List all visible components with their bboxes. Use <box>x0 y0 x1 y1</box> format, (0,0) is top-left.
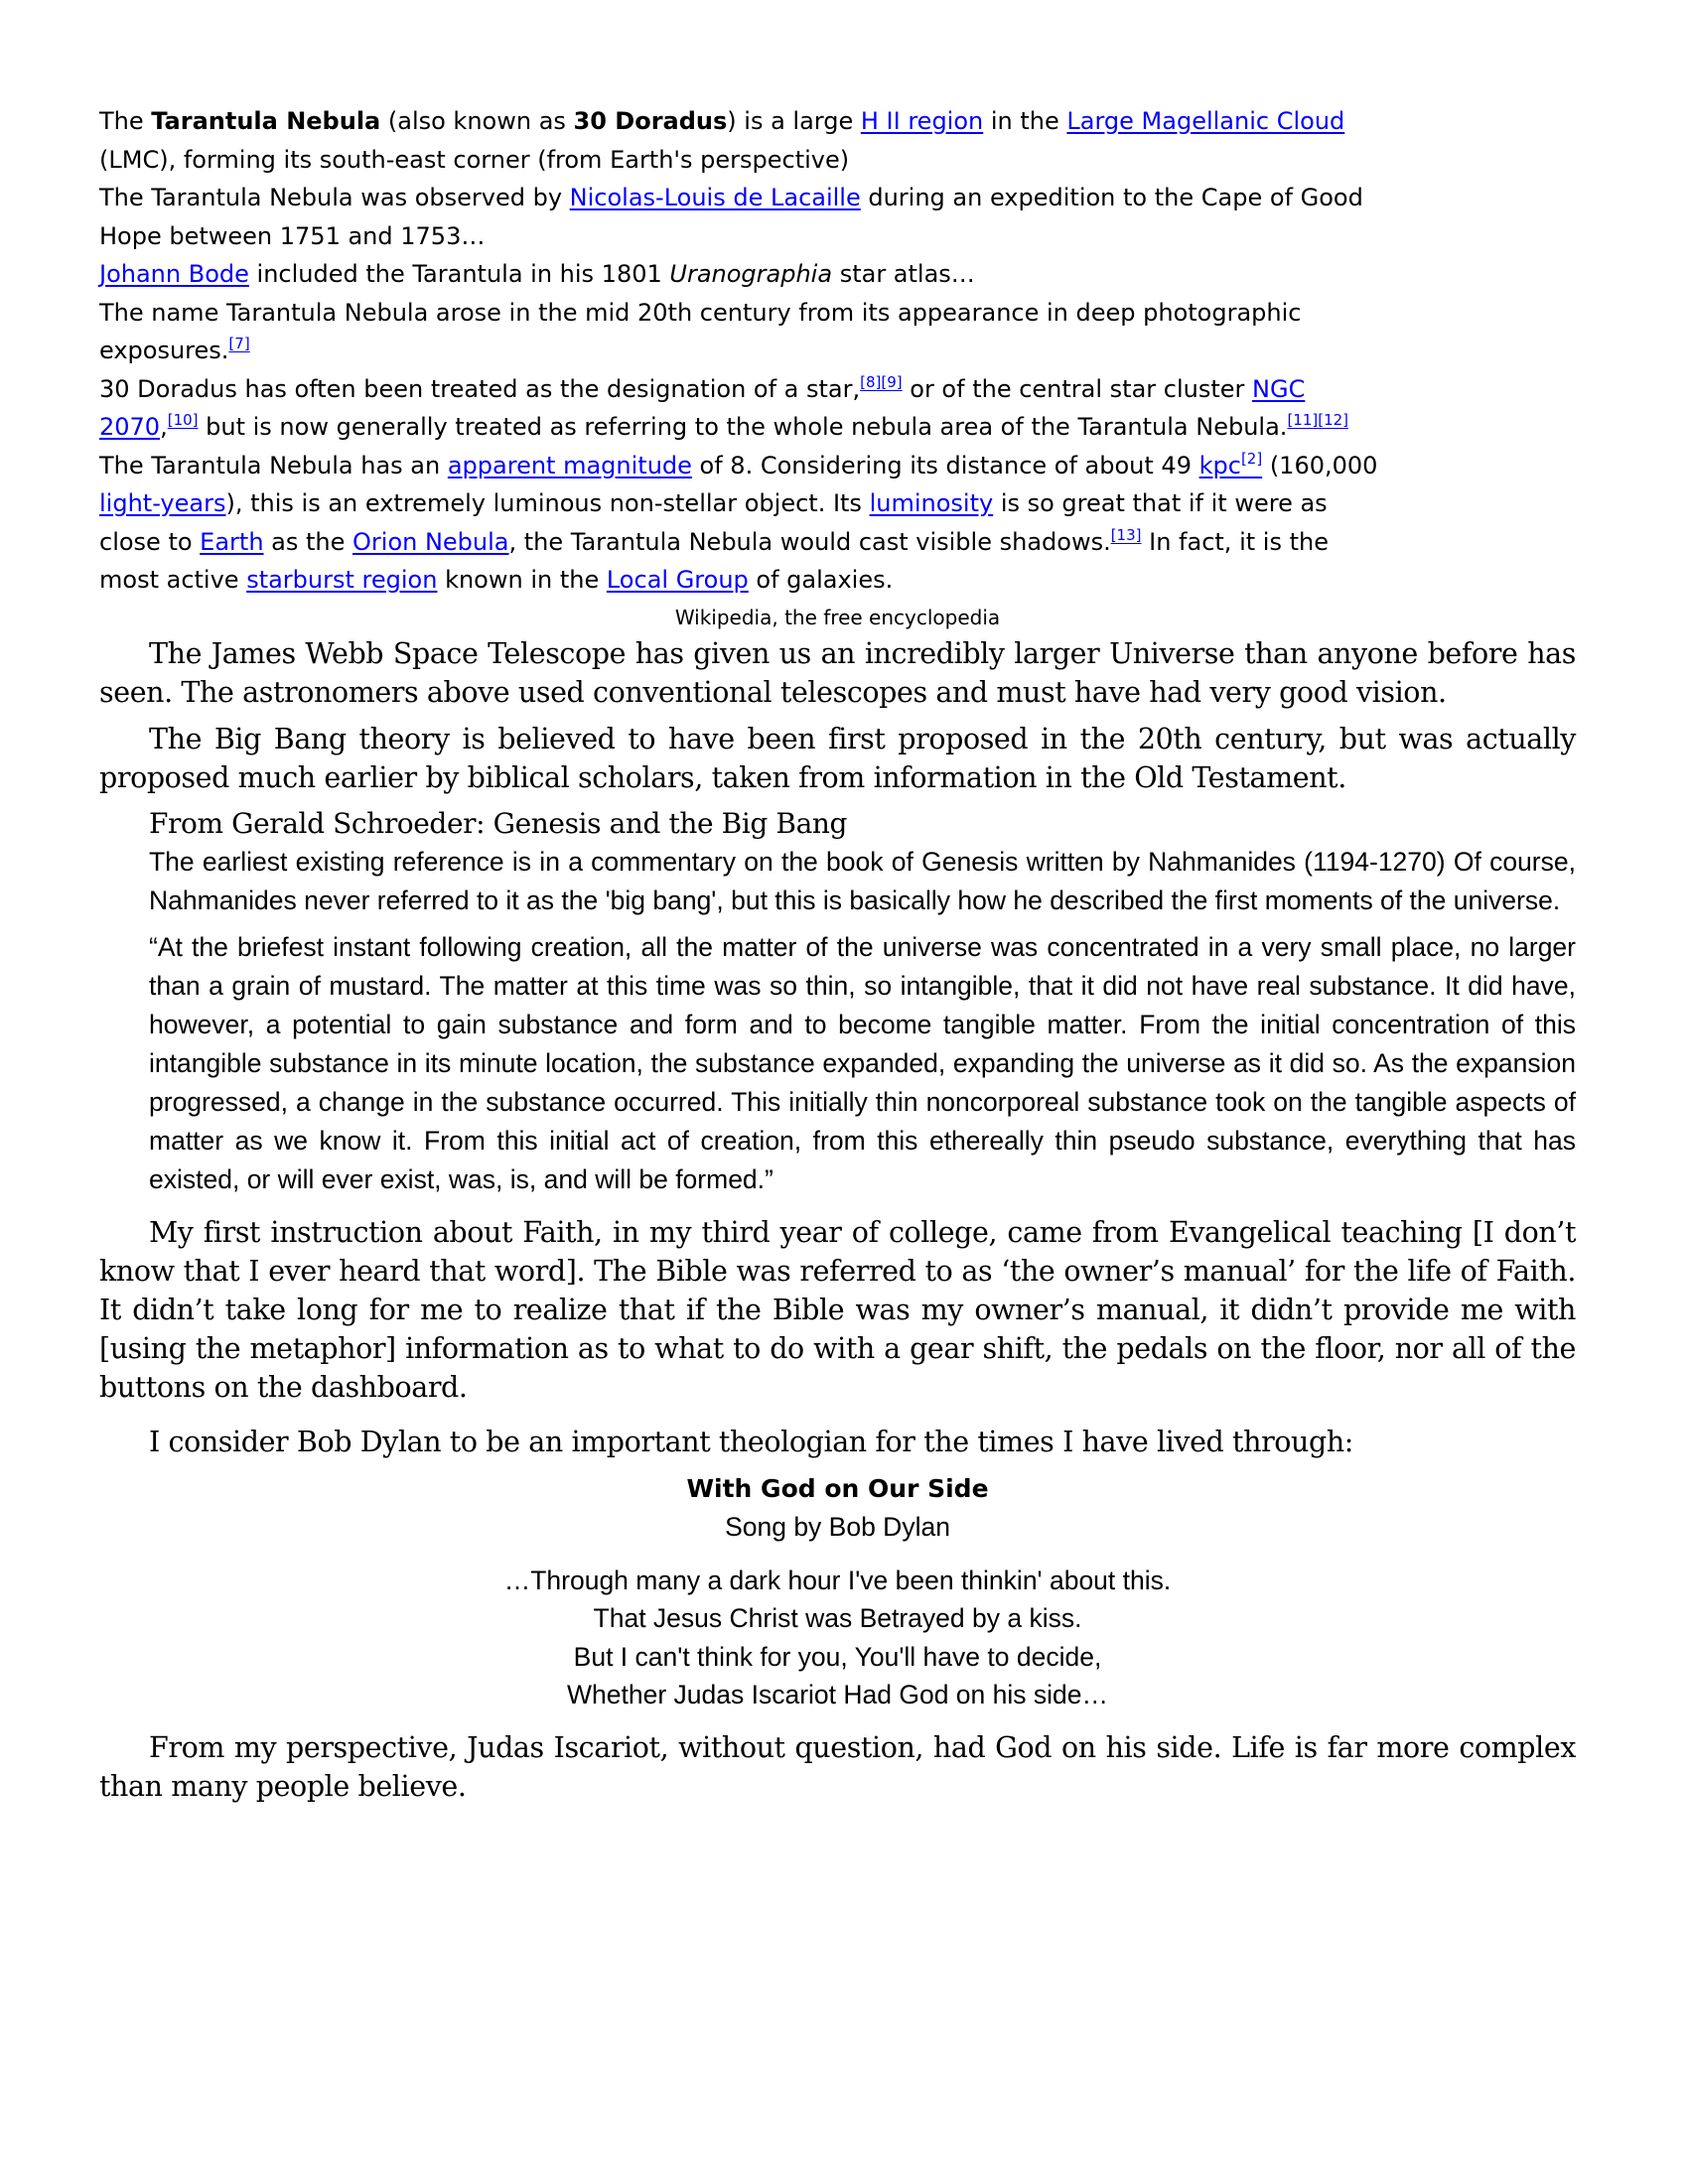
paragraph-dylan-intro: I consider Bob Dylan to be an important theologian for the times I have lived through: <box>149 1425 1354 1458</box>
document-page <box>99 102 1576 1806</box>
link-ngc-2070[interactable]: 2070 <box>99 413 161 441</box>
lyric-line: But I can't think for you, You'll have to decide, <box>573 1641 1102 1672</box>
bold-term: Tarantula Nebula <box>151 107 381 135</box>
citation-link[interactable]: [7] <box>228 335 250 352</box>
quote-intro: The earliest existing reference is in a commentary on the book of Genesis written by Nahmanides (1194-1270) Of course, Nahmanides never referred to it as the 'big bang', but this is basically how he described the first moments of the universe. <box>149 846 1576 915</box>
link-apparent-magnitude[interactable]: apparent magnitude <box>447 451 692 479</box>
link-local-group[interactable]: Local Group <box>606 566 749 594</box>
link-luminosity[interactable]: luminosity <box>869 489 994 517</box>
source-caption: Wikipedia, the free encyclopedia <box>674 605 1001 629</box>
excerpt-line: The Tarantula Nebula has an apparent magnitude of 8. Considering its distance of about 49 kpc[2] (160,000 <box>99 449 1378 479</box>
excerpt-line: Hope between 1751 and 1753… <box>99 221 486 250</box>
link-light-years[interactable]: light-years <box>99 489 226 517</box>
quote-body: “At the briefest instant following creation, all the matter of the universe was concentrated in a very small place, no larger than a grain of mustard. The matter at this time was so thin, so intangible, that it did not have real substance. It did have, however, a potential to gain substance and form and to become tangible matter. From the initial concentration of this intangible substance in its minute location, the substance expanded, expanding the universe as it did so. As the expansion progressed, a change in the substance occurred. This initially thin noncorporeal substance took on the tangible aspects of matter as we know it. From this initial act of creation, from this ethereally thin pseudo substance, everything that has existed, or will ever exist, was, is, and will be formed.” <box>149 931 1576 1194</box>
song-byline: Song by Bob Dylan <box>725 1511 950 1542</box>
link-large-magellanic-cloud[interactable]: Large Magellanic Cloud <box>1066 107 1345 135</box>
link-ngc-2070[interactable]: NGC <box>1252 374 1306 403</box>
excerpt-line: The Tarantula Nebula was observed by Nicolas-Louis de Lacaille during an expedition to the Cape of Good <box>99 184 1363 211</box>
excerpt-line: The name Tarantula Nebula arose in the mid 20th century from its appearance in deep photographic <box>99 298 1302 327</box>
song-lyrics <box>99 1562 1576 1714</box>
excerpt-line: exposures.[7] <box>99 335 250 364</box>
citation-link[interactable]: [10] <box>167 411 199 429</box>
citation-link[interactable]: [2] <box>1240 449 1263 468</box>
excerpt-line: 2070,[10] but is now generally treated as referring to the whole nebula area of the Tarantula Nebula.[11][12] <box>99 411 1349 441</box>
excerpt-line: The Tarantula Nebula (also known as 30 Doradus) is a large H II region in the Large Magellanic Cloud <box>99 107 1345 135</box>
link-earth[interactable]: Earth <box>200 527 264 556</box>
citation-link[interactable]: [11][12] <box>1287 411 1349 429</box>
citation-link[interactable]: [13] <box>1110 525 1142 544</box>
link-orion-nebula[interactable]: Orion Nebula <box>352 527 509 556</box>
wikipedia-excerpt <box>99 102 1576 600</box>
link-starburst-region[interactable]: starburst region <box>246 566 438 594</box>
lyric-line: That Jesus Christ was Betrayed by a kiss. <box>593 1603 1082 1633</box>
paragraph-faith: My first instruction about Faith, in my third year of college, came from Evangelical teaching [I don’t know that I ever heard that word]. The Bible was referred to as ‘the owner’s manual’ for the life of Faith. It didn’t take long for me to realize that if the Bible was my owner’s manual, it didn’t provide me with [using the metaphor] information as to what to do with a gear shift, the pedals on the floor, nor all of the buttons on the dashboard. <box>99 1215 1576 1404</box>
paragraph-webb: The James Webb Space Telescope has given us an incredibly larger Universe than anyone before has seen. The astronomers above used conventional telescopes and must have had very good vision. <box>99 636 1576 709</box>
quote-heading: From Gerald Schroeder: Genesis and the Big Bang <box>149 806 848 840</box>
song-title: With God on Our Side <box>686 1473 989 1503</box>
link-johann-bode[interactable]: Johann Bode <box>99 260 249 288</box>
lyric-line: …Through many a dark hour I've been thinkin' about this. <box>503 1565 1172 1595</box>
excerpt-line: light-years), this is an extremely luminous non-stellar object. Its luminosity is so great that if it were as <box>99 489 1328 517</box>
citation-link[interactable]: [8][9] <box>860 372 903 391</box>
paragraph-conclusion: From my perspective, Judas Iscariot, without question, had God on his side. Life is far more complex than many people believe. <box>99 1730 1576 1803</box>
excerpt-line: 30 Doradus has often been treated as the designation of a star,[8][9] or of the central star cluster NGC <box>99 372 1306 403</box>
excerpt-line: most active starburst region known in the Local Group of galaxies. <box>99 566 894 594</box>
link-h-ii-region[interactable]: H II region <box>860 107 984 135</box>
link-lacaille[interactable]: Nicolas-Louis de Lacaille <box>569 184 861 211</box>
excerpt-line: Johann Bode included the Tarantula in his 1801 Uranographia star atlas… <box>99 260 975 288</box>
lyric-line: Whether Judas Iscariot Had God on his side… <box>567 1680 1108 1709</box>
paragraph-big-bang: The Big Bang theory is believed to have been first proposed in the 20th century, but was actually proposed much earlier by biblical scholars, taken from information in the Old Testament. <box>99 722 1576 794</box>
bold-term: 30 Doradus <box>573 107 728 135</box>
link-kpc[interactable]: kpc[2] <box>1198 449 1263 479</box>
excerpt-line: close to Earth as the Orion Nebula, the Tarantula Nebula would cast visible shadows.[13] In fact, it is the <box>99 525 1329 556</box>
excerpt-line: (LMC), forming its south-east corner (from Earth's perspective) <box>99 145 850 174</box>
